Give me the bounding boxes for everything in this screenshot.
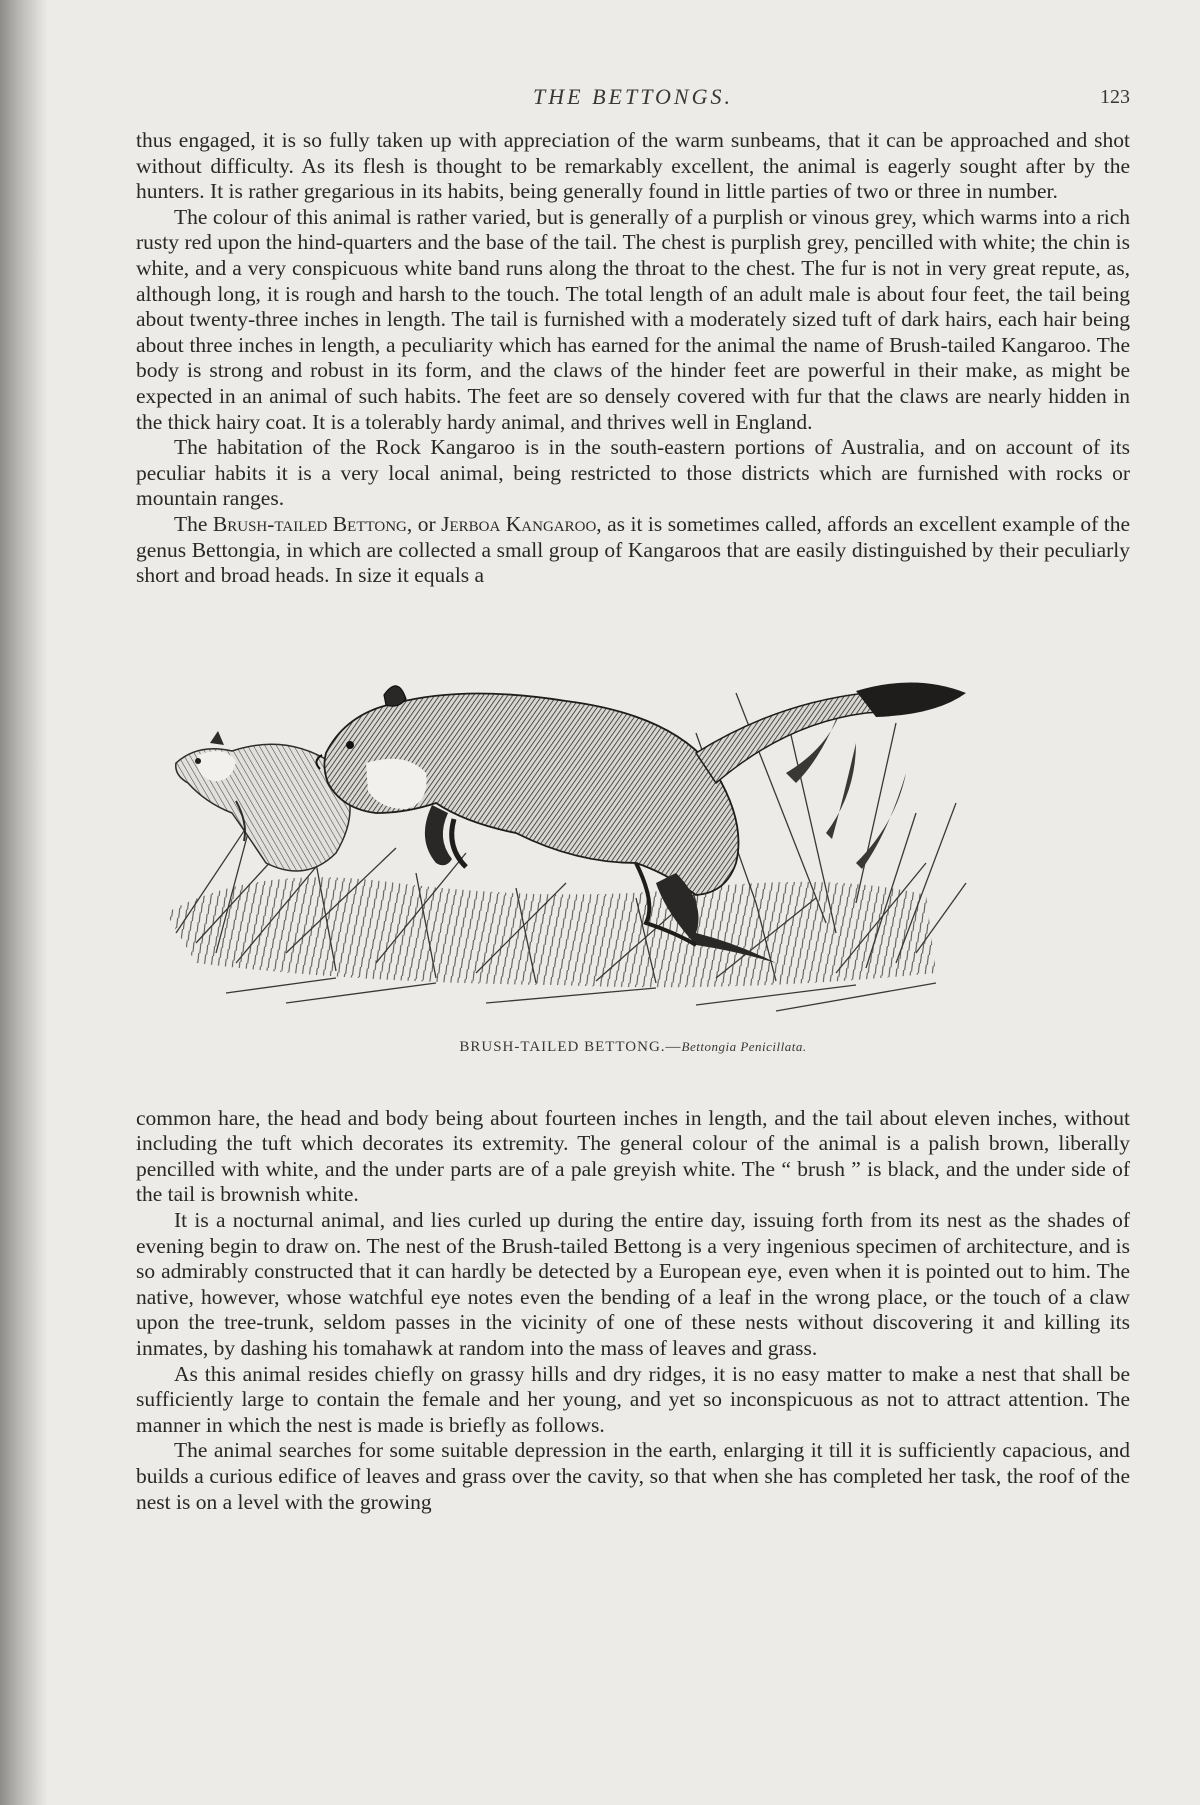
paragraph: common hare, the head and body being about fourteen inches in length, and the tail about eleven inches, without including the tuft which decorates its extremity. The general colour of the animal is a palish brown, liberally pencilled with white, and the under parts are of a pale greyish white. The “ brush ” is black, and the under side of the tail is brownish white.	[136, 1105, 1130, 1207]
paragraph: The animal searches for some suitable depression in the earth, enlarging it till it is sufficiently capacious, and builds a curious edifice of leaves and grass over the cavity, so that when she has completed her task, the roof of the nest is on a level with the growing	[136, 1438, 1130, 1514]
text-block-bottom	[136, 1106, 1130, 1516]
bettong-engraving	[136, 633, 1130, 1035]
running-title: THE BETTONGS.	[533, 84, 733, 109]
paragraph-bettong	[136, 512, 1130, 589]
text-run: , or	[406, 511, 442, 536]
paragraph: It is a nocturnal animal, and lies curled up during the entire day, issuing forth from its nest as the shades of evening begin to draw on. The nest of the Brush-tailed Bettong is a very ingenious specimen of architecture, and is so admirably constructed that it can hardly be detected by a European eye, even when it is pointed out to him. The native, however, whose watchful eye notes even the bending of a leaf in the wrong place, or the touch of a claw upon the tree-trunk, seldom passes in the vicinity of one of these nests without discovering it and killing its inmates, by dashing his tomahawk at random into the mass of leaves and grass.	[136, 1208, 1130, 1361]
text-block-top	[136, 128, 1130, 589]
species-name: Jerboa Kangaroo	[441, 511, 597, 536]
figure-caption	[136, 1039, 1130, 1056]
text-run: The	[174, 511, 213, 536]
paragraph: The colour of this animal is rather varied, but is generally of a purplish or vinous grey, which warms into a rich rusty red upon the hind-quarters and the base of the tail. The chest is purplish grey, pencilled with white; the chin is white, and a very conspicuous white band runs along the throat to the chest. The fur is not in very great repute, as, although long, it is rough and harsh to the touch. The total length of an adult male is about four feet, the tail being about twenty-three inches in length. The tail is furnished with a moderately sized tuft of dark hairs, each hair being about three inches in length, a peculiarity which has earned for the animal the name of Brush-tailed Kangaroo. The body is strong and robust in its form, and the claws of the hinder feet are powerful in their make, as might be expected in an animal of such habits. The feet are so densely covered with fur that the claws are nearly hidden in the thick hairy coat. It is a tolerably hardy animal, and thrives well in England.	[136, 204, 1130, 434]
page-number: 123	[1100, 86, 1130, 108]
species-name: Brush-tailed Bettong	[212, 511, 407, 536]
paragraph: As this animal resides chiefly on grassy hills and dry ridges, it is no easy matter to make a nest that shall be sufficiently large to contain the female and her young, and yet so inconspicuous as not to attract attention. The manner in which the nest is made is briefly as follows.	[136, 1361, 1130, 1437]
caption-scientific-name: Bettongia Penicillata.	[681, 1038, 807, 1054]
text-run: , as it is sometimes called, affords an excellent example of the genus Bettongia, in which are collected a small group of Kangaroos that are easily distinguished by their peculiarly short and broad heads. In size it equals a	[136, 511, 1130, 588]
paragraph: thus engaged, it is so fully taken up with appreciation of the warm sunbeams, that it can be approached and shot without difficulty. As its flesh is thought to be remarkably excellent, the animal is eagerly sought after by the hunters. It is rather gregarious in its habits, being generally found in little parties of two or three in number.	[136, 128, 1130, 204]
paragraph: The habitation of the Rock Kangaroo is in the south-eastern portions of Australia, and on account of its peculiar habits it is a very local animal, being restricted to those districts which are furnished with rocks or mountain ranges.	[136, 435, 1130, 511]
engraving-figure	[136, 633, 1130, 1035]
caption-main: BRUSH-TAILED BETTONG.—	[459, 1038, 682, 1055]
book-page	[136, 84, 1130, 1784]
book-gutter-shadow	[0, 0, 48, 1805]
small-bettong-figure	[176, 731, 350, 871]
running-head	[136, 84, 1130, 122]
